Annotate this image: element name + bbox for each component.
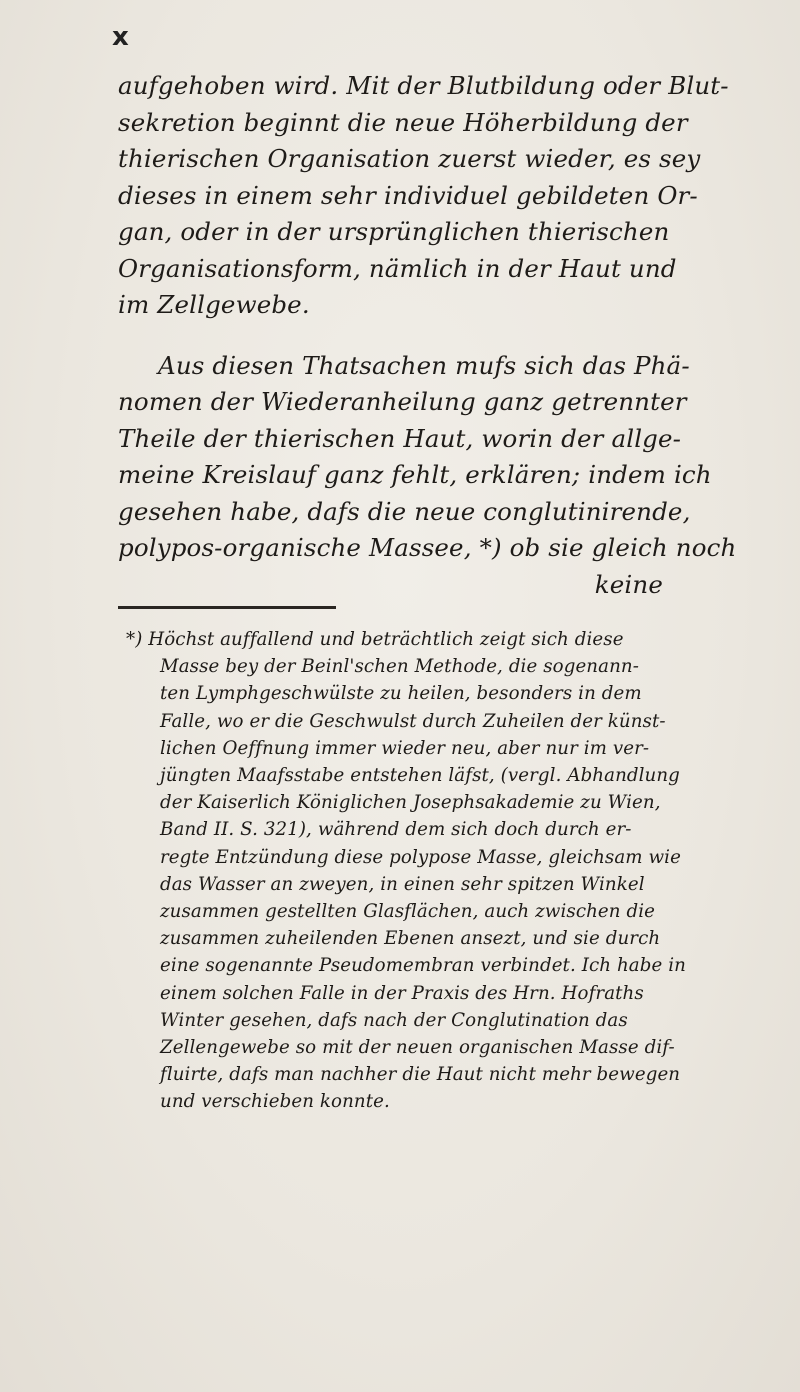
body-line: sekretion beginnt die neue Höherbildung der: [118, 107, 688, 137]
footnote-line: zusammen zuheilenden Ebenen ansezt, und sie durch: [160, 928, 661, 950]
body-line: Theile der thierischen Haut, worin der allge-: [118, 423, 682, 453]
footnote-line: fluirte, dafs man nachher die Haut nicht mehr bewegen: [160, 1064, 681, 1086]
catchword: keine: [594, 569, 663, 599]
footnote-line: Falle, wo er die Geschwulst durch Zuheilen der künst-: [160, 710, 666, 732]
body-line: meine Kreislauf ganz fehlt, erklären; indem ich: [118, 460, 712, 489]
footnote-line: Zellengewebe so mit der neuen organischen Masse dif-: [160, 1037, 675, 1059]
footnote-line: jüngten Maafsstabe entstehen läfst, (vergl. Abhandlung: [160, 765, 680, 787]
footnote-line: Winter gesehen, dafs nach der Conglutination das: [160, 1009, 628, 1031]
footnote-line: einem solchen Falle in der Praxis des Hrn. Hofraths: [160, 982, 644, 1004]
footnote-line: ten Lymphgeschwülste zu heilen, besonders in dem: [160, 683, 642, 705]
body-line: aufgehoben wird. Mit der Blutbildung oder Blut-: [118, 71, 729, 100]
page-marker: x: [112, 22, 129, 52]
body-line: thierischen Organisation zuerst wieder, es sey: [118, 144, 701, 173]
footnote-line: Band II. S. 321), während dem sich doch durch er-: [160, 819, 632, 841]
footnote-line: zusammen gestellten Glasflächen, auch zwischen die: [160, 901, 656, 923]
footnote-line: lichen Oeffnung immer wieder neu, aber nur im ver-: [160, 737, 650, 759]
footnote-line: der Kaiserlich Königlichen Josephsakademie zu Wien,: [160, 792, 661, 814]
body-line: polypos-organische Massee, *) ob sie gleich noch: [118, 533, 737, 562]
body-line: Aus diesen Thatsachen mufs sich das Phä-: [158, 350, 690, 380]
footnote-line: eine sogenannte Pseudomembran verbindet. Ich habe in: [160, 955, 686, 977]
footnote-line: regte Entzündung diese polypose Masse, gleichsam wie: [160, 846, 681, 868]
body-line: im Zellgewebe.: [118, 290, 310, 319]
footnote-block: [126, 626, 766, 1116]
paragraph-gap: [118, 324, 758, 348]
footnote-divider: [118, 606, 336, 609]
footnote-line: das Wasser an zweyen, in einen sehr spitzen Winkel: [160, 873, 645, 895]
footnote-line: Masse bey der Beinl'schen Methode, die sogenann-: [160, 656, 639, 678]
main-text-block: [118, 68, 758, 603]
body-line: gesehen habe, dafs die neue conglutinirende,: [118, 496, 691, 526]
body-line: gan, oder in der ursprünglichen thierischen: [118, 217, 670, 246]
body-line: Organisationsform, nämlich in der Haut und: [118, 253, 677, 283]
body-line: nomen der Wiederanheilung ganz getrennter: [118, 387, 687, 416]
body-line: dieses in einem sehr individuel gebildeten Or-: [118, 180, 698, 210]
footnote-line: und verschieben konnte.: [160, 1091, 390, 1113]
footnote-line: *) Höchst auffallend und beträchtlich zeigt sich diese: [126, 629, 624, 650]
